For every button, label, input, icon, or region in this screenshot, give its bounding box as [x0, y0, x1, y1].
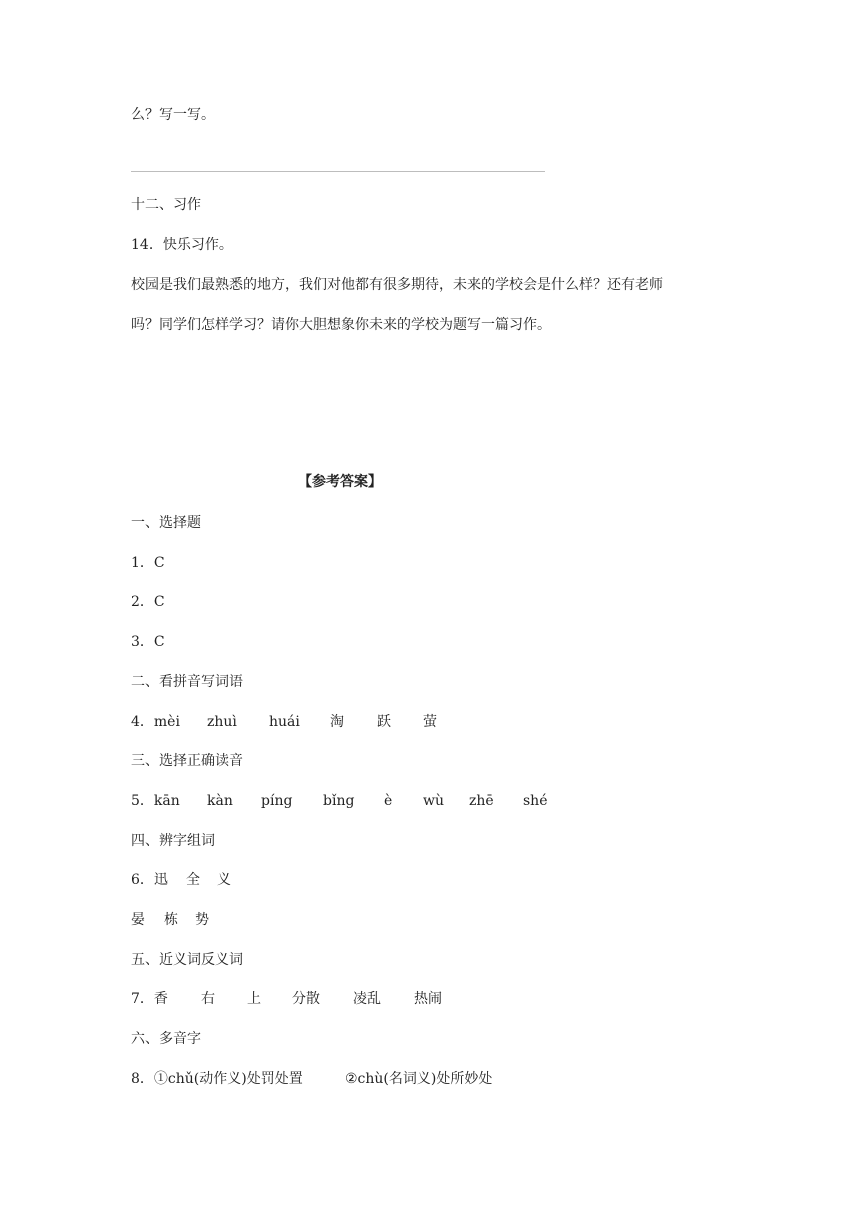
answer-8-item: ②chù(名词义)处所妙处: [345, 1071, 493, 1087]
answer-8-item: 8．①chǔ(动作义)处罚处置: [131, 1071, 303, 1087]
question-14: 14．快乐习作。: [131, 237, 233, 253]
answer-4-item: 跃: [377, 714, 391, 730]
answer-5-item: píng: [261, 793, 293, 809]
answer-7-item: 热闹: [414, 991, 442, 1007]
answer-6-item: 栋: [164, 912, 178, 928]
answer-7-item: 分散: [292, 991, 320, 1007]
section-heading-4: 四、辨字组词: [131, 833, 215, 849]
answer-6-item: 势: [195, 912, 209, 928]
answer-3: 3．C: [131, 634, 165, 650]
text-line-1: 么？写一写。: [131, 107, 215, 123]
answer-5-item: è: [384, 793, 393, 809]
answer-7-item: 上: [247, 991, 261, 1007]
section-heading-6: 六、多音字: [131, 1031, 201, 1047]
section-heading-2: 二、看拼音写词语: [131, 674, 243, 690]
prompt-line-2: 吗？同学们怎样学习？请你大胆想象你未来的学校为题写一篇习作。: [131, 317, 551, 333]
answer-6-item: 晏: [131, 912, 145, 928]
answer-5-item: kàn: [207, 793, 233, 809]
answer-5-item: wù: [423, 793, 444, 809]
answer-5-item: 5．kān: [131, 793, 180, 809]
answer-6-item: 全: [186, 872, 200, 888]
answer-7-item: 凌乱: [353, 991, 381, 1007]
answer-7-item: 7．香: [131, 991, 168, 1007]
answer-1: 1．C: [131, 555, 165, 571]
answer-6-item: 6．迅: [131, 872, 168, 888]
prompt-line-1: 校园是我们最熟悉的地方，我们对他都有很多期待，未来的学校会是什么样？还有老师: [131, 277, 663, 293]
answer-4-item: 淘: [330, 714, 344, 730]
answer-blank-rule: [131, 171, 545, 172]
answer-4-item: zhuì: [207, 714, 237, 730]
answer-2: 2．C: [131, 594, 165, 610]
answer-6-item: 义: [217, 872, 231, 888]
answers-title: 【参考答案】: [298, 474, 382, 490]
answer-7-item: 右: [201, 991, 215, 1007]
answer-5-item: bǐng: [323, 793, 355, 809]
section-heading-3: 三、选择正确读音: [131, 753, 243, 769]
answer-4-item: 4．mèi: [131, 714, 180, 730]
answer-4-item: 萤: [423, 714, 437, 730]
answer-5-item: shé: [523, 793, 548, 809]
section-heading-1: 一、选择题: [131, 515, 201, 531]
section-heading-writing: 十二、习作: [131, 197, 201, 213]
answer-4-item: huái: [269, 714, 300, 730]
answer-5-item: zhē: [469, 793, 494, 809]
section-heading-5: 五、近义词反义词: [131, 952, 243, 968]
